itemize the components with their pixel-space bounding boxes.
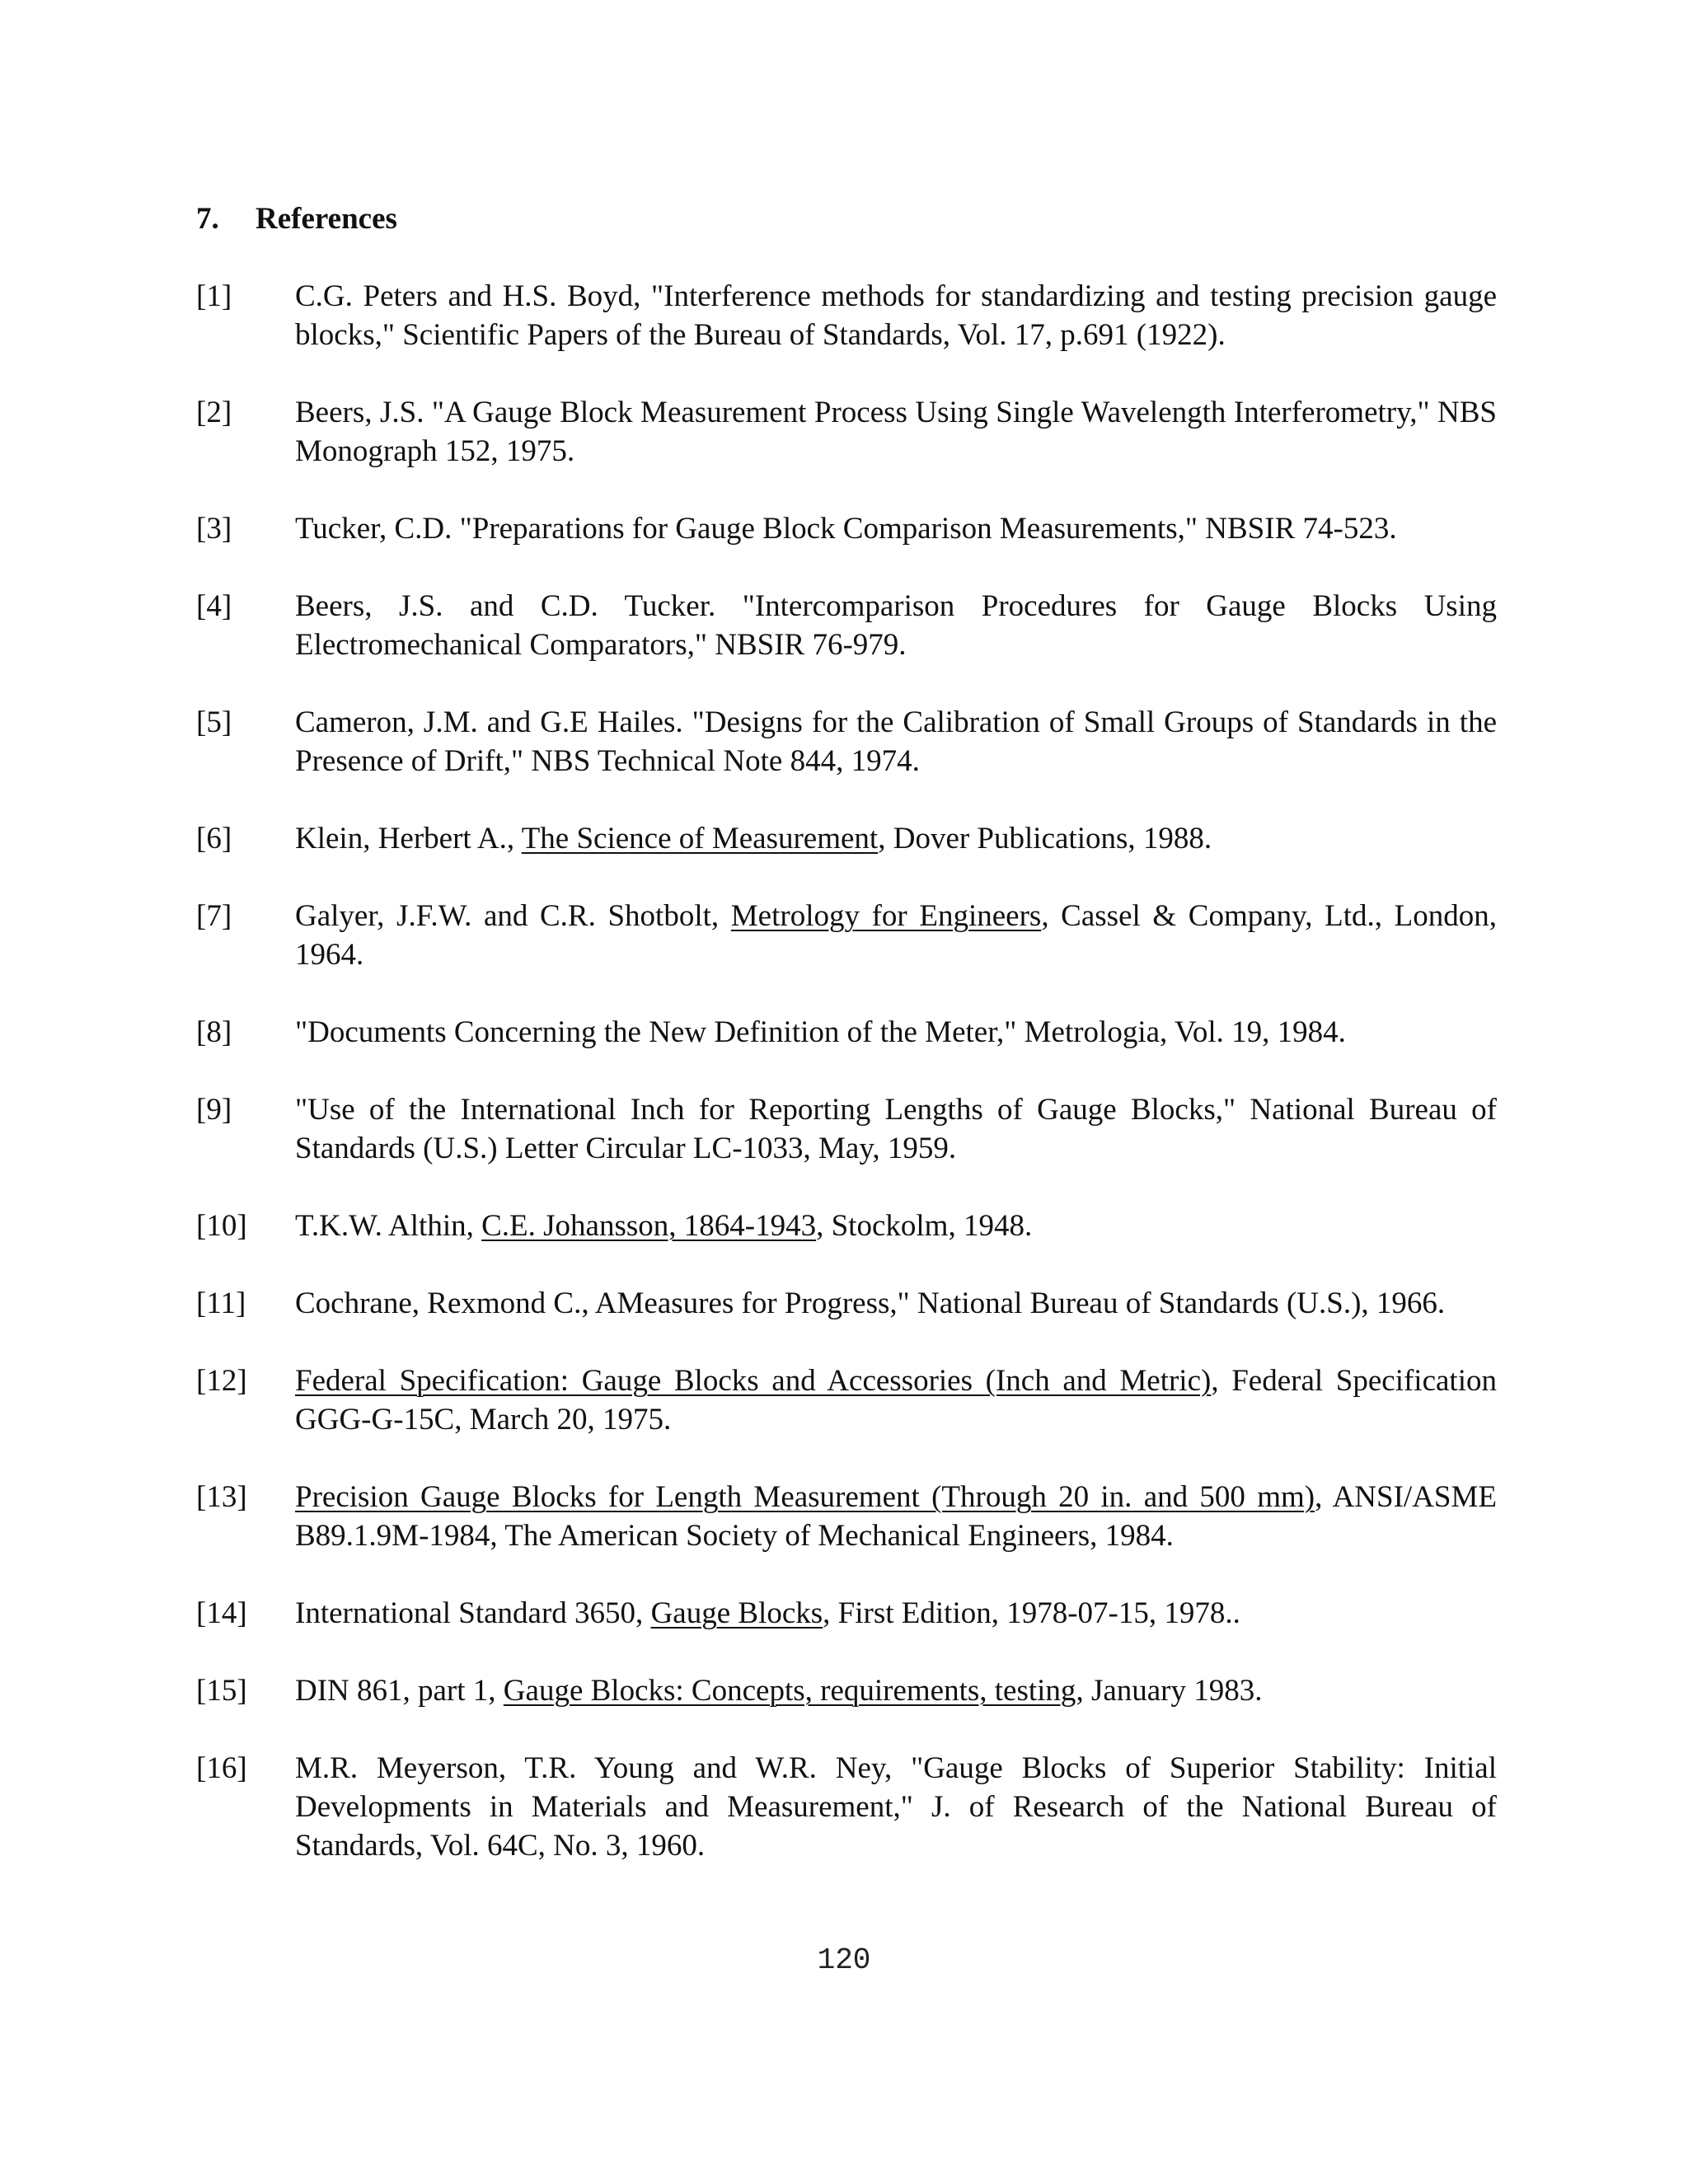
reference-text (295, 819, 1497, 858)
reference-text-segment: Tucker, C.D. "Preparations for Gauge Block Comparison Measurements," NBSIR 74-523. (295, 512, 1397, 546)
reference-text (295, 509, 1497, 548)
reference-title-underlined: Federal Specification: Gauge Blocks and Accessories (Inch and Metric) (295, 1364, 1212, 1398)
reference-text (295, 1749, 1497, 1865)
reference-text-segment: , First Edition, 1978-07-15, 1978.. (823, 1596, 1240, 1630)
reference-title-underlined: C.E. Johansson, 1864-1943 (481, 1209, 817, 1243)
reference-label: [4] (196, 589, 232, 623)
reference-label: [7] (196, 899, 232, 933)
reference-list (196, 277, 1497, 1904)
reference-text-segment: M.R. Meyerson, T.R. Young and W.R. Ney, "Gauge Blocks of Superior Stability: Initial Developments in Materials and Measurement," J. of Research of the National Bureau of Standards, Vol. 64C, No. 3, 1960. (295, 1751, 1497, 1863)
reference-title-underlined: Gauge Blocks (650, 1596, 823, 1630)
reference-item (196, 587, 1497, 664)
reference-text-segment: Cameron, J.M. and G.E Hailes. "Designs for the Calibration of Small Groups of Standards in the Presence of Drift," NBS Technical Note 844, 1974. (295, 705, 1497, 778)
reference-text (295, 1013, 1497, 1052)
reference-text-segment: Cochrane, Rexmond C., AMeasures for Progress," National Bureau of Standards (U.S.), 1966. (295, 1286, 1446, 1320)
reference-item (196, 1013, 1497, 1052)
reference-label: [13] (196, 1480, 247, 1514)
reference-text (295, 1207, 1497, 1245)
reference-label: [12] (196, 1364, 247, 1398)
reference-label: [15] (196, 1674, 247, 1708)
reference-text (295, 1090, 1497, 1168)
reference-text (295, 393, 1497, 471)
reference-title-underlined: Gauge Blocks: Concepts, requirements, testing (503, 1674, 1076, 1708)
reference-label: [14] (196, 1596, 247, 1630)
section-heading (196, 199, 397, 239)
reference-text-segment: , Dover Publications, 1988. (878, 822, 1212, 855)
reference-title-underlined: Metrology for Engineers (730, 899, 1042, 933)
reference-text-segment: "Documents Concerning the New Definition of the Meter," Metrologia, Vol. 19, 1984. (295, 1015, 1346, 1049)
reference-text-segment: Beers, J.S. "A Gauge Block Measurement Process Using Single Wavelength Interferometry," NBS Monograph 152, 1975. (295, 396, 1497, 468)
reference-text (295, 1284, 1497, 1323)
reference-item (196, 1749, 1497, 1865)
reference-item (196, 393, 1497, 471)
reference-text-segment: International Standard 3650, (295, 1596, 651, 1630)
reference-text-segment: , ANSI/ASME B89.1.9M-1984, The American Society of Mechanical Engineers, 1984. (295, 1480, 1497, 1553)
reference-label: [10] (196, 1209, 247, 1243)
reference-label: [8] (196, 1015, 232, 1049)
reference-item (196, 1594, 1497, 1633)
reference-text-segment: , Stockolm, 1948. (816, 1209, 1033, 1243)
reference-label: [1] (196, 279, 232, 313)
reference-item (196, 1361, 1497, 1439)
reference-text-segment: Galyer, J.F.W. and C.R. Shotbolt, (295, 899, 731, 933)
reference-item (196, 1207, 1497, 1245)
reference-title-underlined: Precision Gauge Blocks for Length Measurement (Through 20 in. and 500 mm) (295, 1480, 1315, 1514)
reference-text (295, 587, 1497, 664)
reference-item (196, 509, 1497, 548)
reference-label: [16] (196, 1751, 247, 1785)
reference-text (295, 1361, 1497, 1439)
reference-text-segment: , January 1983. (1076, 1674, 1263, 1708)
reference-item (196, 819, 1497, 858)
section-number: 7. (196, 202, 219, 236)
reference-text (295, 277, 1497, 354)
page-number: 120 (817, 1943, 871, 1977)
reference-title-underlined: The Science of Measurement (521, 822, 879, 855)
reference-item (196, 1478, 1497, 1555)
reference-label: [3] (196, 512, 232, 546)
reference-text-segment: Klein, Herbert A., (295, 822, 522, 855)
reference-text-segment: Beers, J.S. and C.D. Tucker. "Intercomparison Procedures for Gauge Blocks Using Electromechanical Comparators," NBSIR 76-979. (295, 589, 1497, 662)
reference-text (295, 703, 1497, 780)
reference-text-segment: , Federal Specification GGG-G-15C, March 20, 1975. (295, 1364, 1497, 1436)
reference-label: [9] (196, 1093, 232, 1127)
reference-label: [2] (196, 396, 232, 429)
reference-text-segment: "Use of the International Inch for Reporting Lengths of Gauge Blocks," National Bureau of Standards (U.S.) Letter Circular LC-1033, May, 1959. (295, 1093, 1497, 1165)
reference-text-segment: , Cassel & Company, Ltd., London, 1964. (295, 899, 1498, 972)
reference-item (196, 1090, 1497, 1168)
reference-text-segment: T.K.W. Althin, (295, 1209, 482, 1243)
reference-label: [6] (196, 822, 232, 855)
reference-label: [5] (196, 705, 232, 739)
section-title: References (256, 202, 397, 236)
reference-text (295, 1671, 1497, 1710)
reference-item (196, 277, 1497, 354)
reference-text-segment: DIN 861, part 1, (295, 1674, 504, 1708)
reference-item (196, 1284, 1497, 1323)
reference-text-segment: C.G. Peters and H.S. Boyd, "Interference methods for standardizing and testing precision gauge blocks," Scientific Papers of the Bureau of Standards, Vol. 17, p.691 (1922). (295, 279, 1497, 352)
reference-text (295, 897, 1497, 974)
reference-item (196, 1671, 1497, 1710)
reference-label: [11] (196, 1286, 246, 1320)
reference-text (295, 1478, 1497, 1555)
reference-item (196, 897, 1497, 974)
reference-item (196, 703, 1497, 780)
reference-text (295, 1594, 1497, 1633)
